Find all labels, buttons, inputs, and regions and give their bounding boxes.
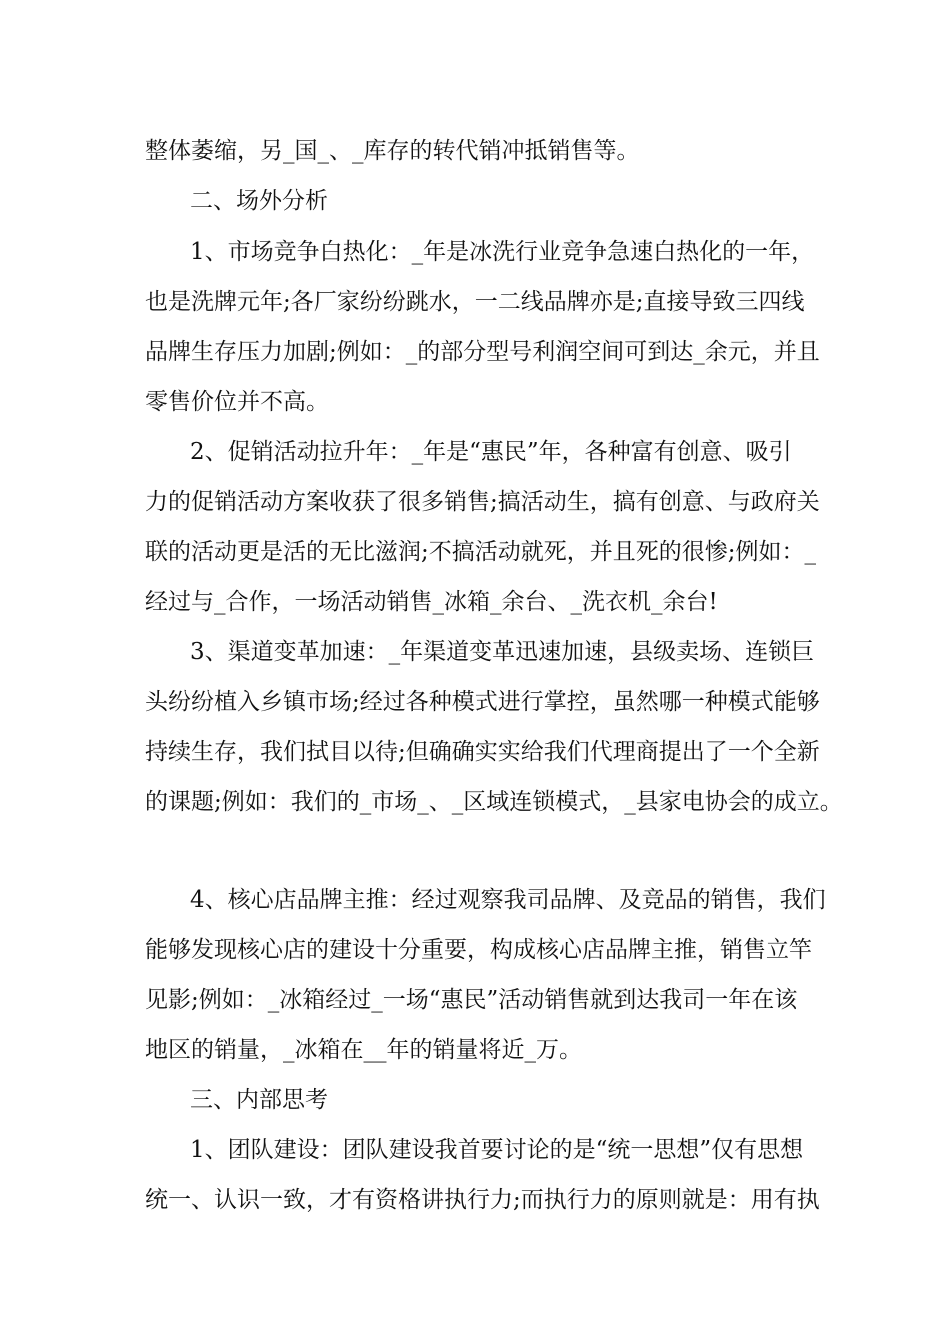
paragraph-line: 经过与_合作，一场活动销售_冰箱_余台、_洗衣机_余台! xyxy=(145,589,718,615)
paragraph-line: 持续生存，我们拭目以待;但确确实实给我们代理商提出了一个全新 xyxy=(145,739,820,765)
paragraph-line: 4、核心店品牌主推：经过观察我司品牌、及竞品的销售，我们 xyxy=(190,887,826,913)
paragraph-line: 头纷纷植入乡镇市场;经过各种模式进行掌控，虽然哪一种模式能够 xyxy=(145,689,820,715)
paragraph-line: 也是洗牌元年;各厂家纷纷跳水，一二线品牌亦是;直接导致三四线 xyxy=(145,289,805,315)
paragraph-line: 力的促销活动方案收获了很多销售;搞活动生，搞有创意、与政府关 xyxy=(145,489,820,515)
paragraph-line: 1、市场竞争白热化：_年是冰洗行业竞争急速白热化的一年， xyxy=(190,239,815,265)
paragraph-line: 2、促销活动拉升年：_年是“惠民”年，各种富有创意、吸引 xyxy=(190,439,792,465)
paragraph-line: 品牌生存压力加剧;例如：_的部分型号利润空间可到达_余元，并且 xyxy=(145,339,820,365)
paragraph-line: 能够发现核心店的建设十分重要，构成核心店品牌主推，销售立竿 xyxy=(145,937,812,963)
paragraph-line: 零售价位并不高。 xyxy=(145,389,329,415)
paragraph-line: 整体萎缩，另_国_、_库存的转代销冲抵销售等。 xyxy=(145,138,640,164)
paragraph-line: 1、团队建设：团队建设我首要讨论的是“统一思想”仅有思想 xyxy=(190,1137,804,1163)
section-heading: 二、场外分析 xyxy=(190,188,328,214)
paragraph-line: 见影;例如：_冰箱经过_一场“惠民”活动销售就到达我司一年在该 xyxy=(145,987,798,1013)
paragraph-line: 地区的销量，_冰箱在__年的销量将近_万。 xyxy=(145,1037,582,1063)
paragraph-line: 3、渠道变革加速：_年渠道变革迅速加速，县级卖场、连锁巨 xyxy=(190,639,815,665)
paragraph-line: 的课题;例如：我们的_市场_、_区域连锁模式，_县家电协会的成立。 xyxy=(145,789,843,815)
section-heading: 三、内部思考 xyxy=(190,1087,328,1113)
paragraph-line: 统一、认识一致，才有资格讲执行力;而执行力的原则就是：用有执 xyxy=(145,1187,820,1213)
paragraph-line: 联的活动更是活的无比滋润;不搞活动就死，并且死的很惨;例如：_ xyxy=(145,539,816,565)
